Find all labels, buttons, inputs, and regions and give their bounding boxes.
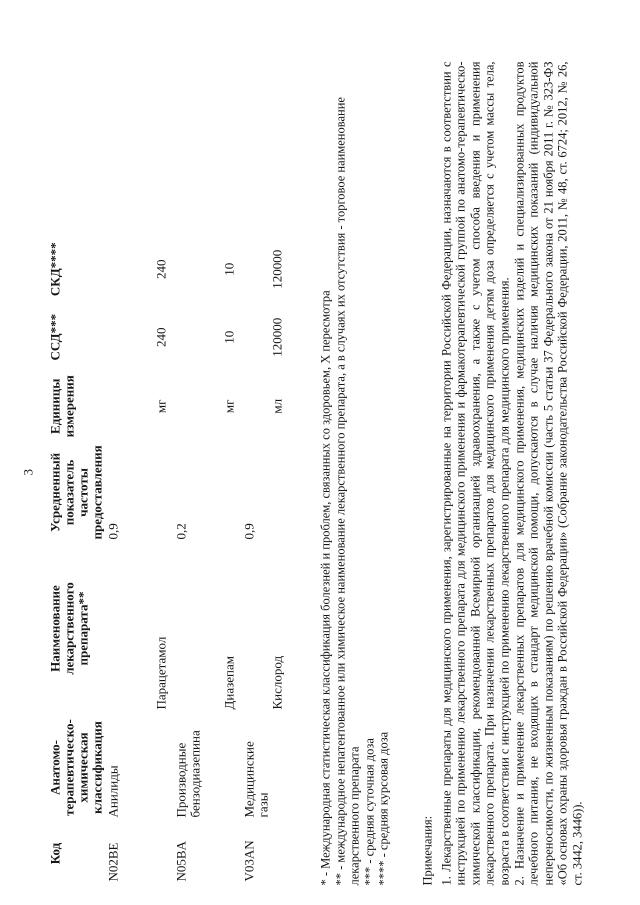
header-ssd: ССД***: [47, 313, 62, 360]
cell-skd: [174, 235, 222, 303]
cell-code: N05BA: [173, 840, 188, 881]
note-item-2: 2. Назначение и применение лекарственных препаратов для медицинского применения, медицинских изделий и специализированных продуктов лечебного питания, не входящих в стандарт медицинской помощи, допускаются в случае наличия медицинских показаний (индивидуальной непереносимости, по жизненным показаниям) по решению врачебной комиссии (часть 5 статьи 37 Федерального закона от 21 ноября 2011 г. № 323-ФЗ «Об основах охраны здоровья граждан в Российской Федерации» (Собрание законодательства Российской Федерации, 2011, № 48, ст. 6724; 2012, № 26, ст. 3442, 3446)).: [511, 61, 584, 885]
notes-section: [420, 61, 585, 885]
header-classification: Анатомо-терапевтическо-химическая классификация: [47, 718, 104, 816]
header-frequency: Усредненный показатель частоты предоставления: [47, 444, 104, 539]
cell-skd: [242, 235, 270, 303]
cell-unit: мг: [153, 399, 168, 413]
cell-ssd: 240: [153, 326, 168, 347]
cell-classification: Медицинские газы: [241, 740, 270, 817]
table-row: [154, 235, 174, 885]
header-unit: Единицы измерения: [47, 374, 76, 437]
cell-ssd: [106, 303, 154, 371]
cell-skd: 240: [153, 258, 168, 279]
footnote-drug-name: ** - международное непатентованное или химическое наименование лекарственного препарата, а в случаях их отсутствия - торговое наименование лекарственного препарата: [332, 96, 361, 885]
cell-drug-name: [242, 543, 270, 713]
cell-classification: [154, 713, 174, 821]
table-row: [174, 235, 222, 885]
cell-classification: [222, 713, 242, 821]
header-skd: СКД****: [47, 241, 62, 296]
cell-frequency: [154, 441, 174, 543]
cell-classification: Анилиды: [105, 764, 120, 817]
notes-title: Примечания:: [420, 815, 434, 885]
cell-code: N02BE: [105, 842, 120, 881]
page-number: 3: [20, 468, 35, 475]
cell-drug-name: Парацетамол: [153, 636, 168, 709]
cell-unit: [242, 371, 270, 441]
cell-code: [270, 821, 310, 885]
table-row: [270, 235, 310, 885]
cell-drug-name: Диазепам: [221, 655, 236, 709]
note-item-1: 1. Лекарственные препараты для медицинского применения, зарегистрированные на территории Российской Федерации, назначаются в соответствии с инструкцией по применению лекарственного препарата для медицинского применения и фармакотерапевтической группой по анатомо-терапевтическо-химической классификации, рекомендованной Всемирной организацией здравоохранения, а также с учетом способа введения и применения лекарственного препарата. При назначении лекарственных препаратов для медицинского применения детям доза определяется с учетом массы тела, возраста в соответствии с инструкцией по применению лекарственного препарата для медицинского применения.: [438, 61, 511, 885]
cell-frequency: 0,9: [105, 522, 120, 539]
table-row: [106, 235, 154, 885]
cell-unit: [106, 371, 154, 441]
cell-skd: 10: [221, 262, 236, 276]
cell-skd: [106, 235, 154, 303]
drug-table: [48, 235, 310, 885]
table-row: [222, 235, 242, 885]
cell-code: V03AN: [241, 839, 256, 881]
cell-frequency: [222, 441, 242, 543]
cell-frequency: 0,9: [241, 522, 256, 539]
footnote-skd: **** - средняя курсовая доза: [376, 731, 390, 885]
cell-ssd: [242, 303, 270, 371]
footnote-icd: * - Международная статистическая классификация болезней и проблем, связанных со здоровьем, X пересмотра: [318, 289, 332, 885]
cell-ssd: [174, 303, 222, 371]
cell-drug-name: [106, 543, 154, 713]
cell-ssd: 120000: [269, 317, 284, 357]
header-drug-name: Наименование лекарственного препарата**: [47, 581, 90, 675]
cell-unit: мл: [269, 398, 284, 414]
cell-frequency: [270, 441, 310, 543]
footnotes: [318, 85, 391, 885]
cell-drug-name: Кислород: [269, 655, 284, 709]
cell-code: [222, 821, 242, 885]
cell-code: [154, 821, 174, 885]
cell-classification: Производные бензодиазепина: [173, 729, 202, 817]
header-code: Код: [47, 842, 62, 864]
cell-frequency: 0,2: [173, 522, 188, 539]
cell-unit: мг: [221, 399, 236, 413]
cell-drug-name: [174, 543, 222, 713]
cell-unit: [174, 371, 222, 441]
cell-ssd: 10: [221, 330, 236, 344]
table-header-row: [48, 235, 106, 885]
cell-classification: [270, 713, 310, 821]
footnote-ssd: *** - средняя суточная доза: [361, 737, 376, 885]
cell-skd: 120000: [269, 249, 284, 289]
table-row: [242, 235, 270, 885]
